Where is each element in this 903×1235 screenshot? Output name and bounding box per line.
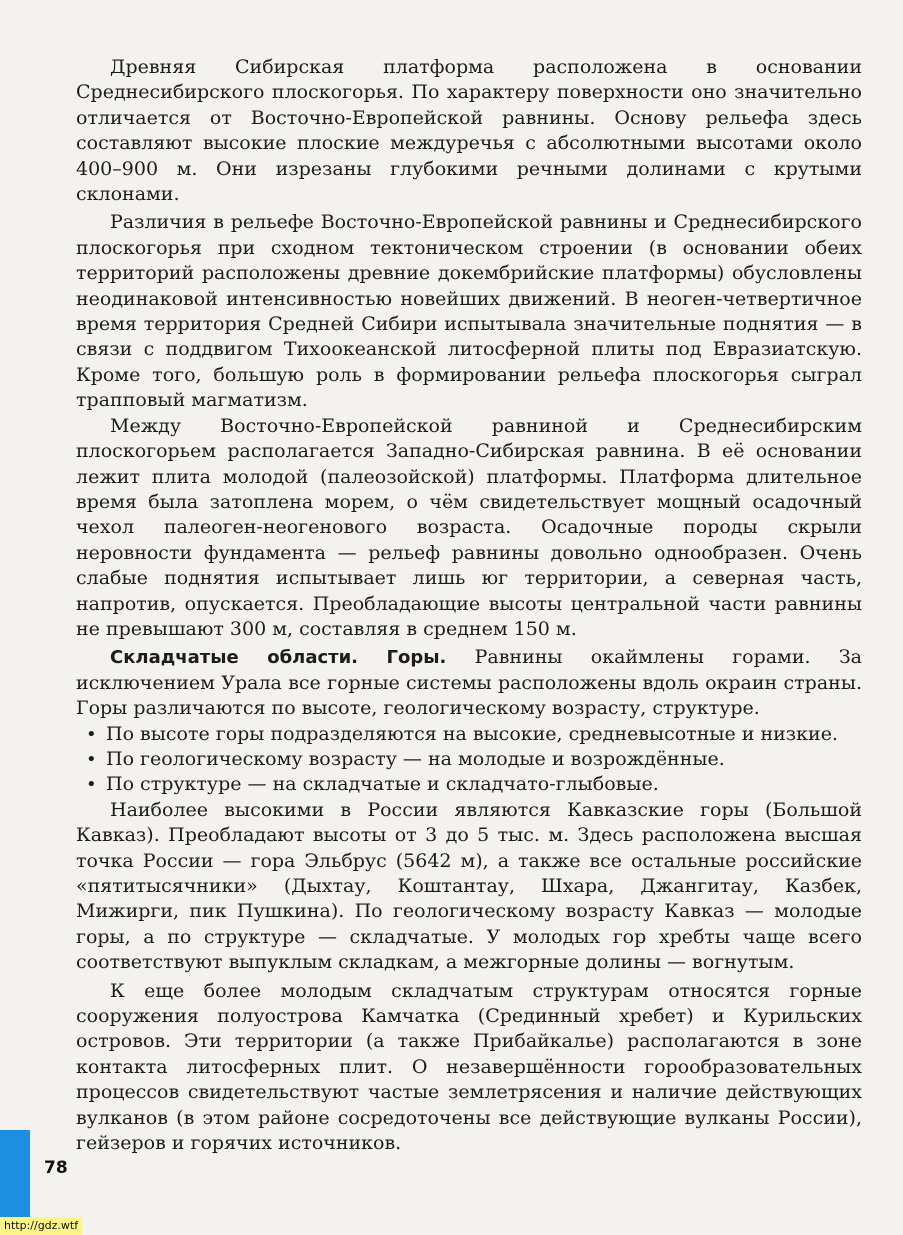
paragraph-relief-differences: Различия в рельефе Восточно-Европейской равнины и Среднесибирского плоскогорья при сходном тектоническом строении (в основании обеих территорий расположены древние докембрийские платформы) обусловлены неодинаковой интенсивностью новейших движений. В неоген-четвертичное время территория Средней Сибири испытывала значительные поднятия — в связи с поддвигом Тихоокеанской литосферной плиты под Евразиатскую. Кроме того, большую роль в формировании рельефа плоскогорья сыграл трапповый магматизм.	[76, 211, 862, 412]
bullet-icon: •	[86, 774, 97, 796]
main-text	[76, 55, 862, 1156]
list-item	[76, 747, 862, 772]
page-edge-accent-bar	[0, 1130, 30, 1220]
list-item-text: По геологическому возрасту — на молодые и возрождённые.	[106, 747, 725, 770]
section-heading: Складчатые области. Горы.	[110, 647, 447, 669]
paragraph-caucasus: Наиболее высокими в России являются Кавказские горы (Большой Кавказ). Преобладают высоты от 3 до 5 тыс. м. Здесь расположена высшая точка России — гора Эльбрус (5642 м), а также все остальные российские «пятитысячники» (Дыхтау, Коштантау, Шхара, Джангитау, Казбек, Мижирги, пик Пушкина). По геологическому возрасту Кавказ — молодые горы, а по структуре — складчатые. У молодых гор хребты чаще всего соответствуют выпуклым складкам, а межгорные долины — вогнутым.	[76, 798, 862, 974]
list-item-text: По структуре — на складчатые и складчато-глыбовые.	[106, 773, 659, 796]
paragraph-siberian-platform: Древняя Сибирская платформа расположена в основании Среднесибирского плоскогорья. По характеру поверхности оно значительно отличается от Восточно-Европейской равнины. Основу рельефа здесь составляют высокие плоские междуречья с абсолютными высотами около 400–900 м. Они изрезаны глубокими речными долинами с крутыми склонами.	[76, 56, 862, 206]
paragraph-kamchatka-kuril: К еще более молодым складчатым структурам относятся горные сооружения полуострова Камчатка (Срединный хребет) и Курильских островов. Эти территории (а также Прибайкалье) располагаются в зоне контакта литосферных плит. О незавершённости горообразовательных процессов свидетельствуют частые землетрясения и наличие действующих вулканов (в этом районе сосредоточены все действующие вулканы России), гейзеров и горячих источников.	[76, 979, 862, 1155]
section-intro-text: Равнины окаймлены горами. За исключением Урала все горные системы расположены вдоль окраин страны. Горы различаются по высоте, геологическому возрасту, структуре.	[76, 646, 863, 720]
mountain-classification-list	[76, 722, 862, 798]
bullet-icon: •	[86, 748, 97, 770]
list-item	[76, 772, 862, 797]
bullet-icon: •	[86, 723, 97, 745]
paragraph-folded-areas	[76, 645, 862, 721]
paragraph-west-siberian-plain: Между Восточно-Европейской равниной и Среднесибирским плоскогорьем располагается Западно-Сибирская равнина. В её основании лежит плита молодой (палеозойской) платформы. Платформа длительное время была затоплена морем, о чём свидетельствует мощный осадочный чехол палеоген-неогенового возраста. Осадочные породы скрыли неровности фундамента — рельеф равнины довольно однообразен. Очень слабые поднятия испытывает лишь юг территории, а северная часть, напротив, опускается. Преобладающие высоты центральной части равнины не превышают 300 м, составляя в среднем 150 м.	[76, 414, 862, 640]
watermark-url: http://gdz.wtf	[0, 1217, 82, 1235]
list-item-text: По высоте горы подразделяются на высокие, средневысотные и низкие.	[106, 722, 838, 745]
page-number: 78	[44, 1158, 68, 1178]
list-item	[76, 722, 862, 747]
